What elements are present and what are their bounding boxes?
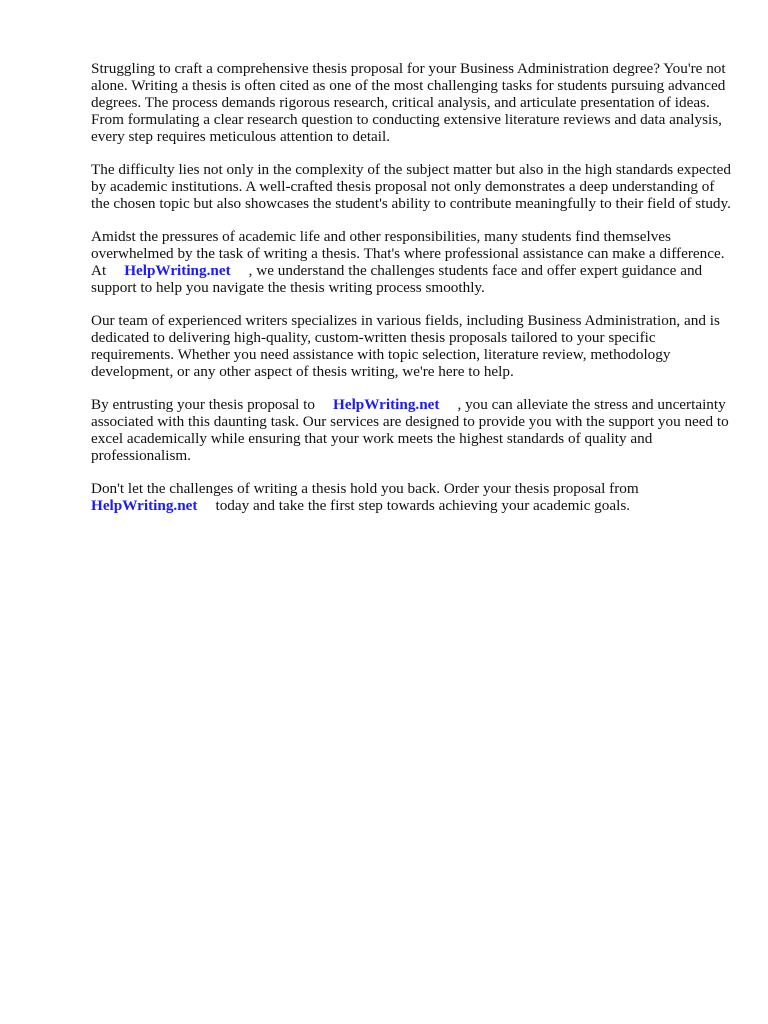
paragraph-entrusting — [91, 396, 731, 464]
helpwriting-link[interactable]: HelpWriting.net — [124, 262, 231, 279]
paragraph-difficulty: The difficulty lies not only in the complexity of the subject matter but also in the high standards expected by academic institutions. A well-crafted thesis proposal not only demonstrates a deep understanding of the chosen topic but also showcases the student's ability to contribute meaningfully to their field of study. — [91, 161, 731, 212]
paragraph-pressures-text-before: Amidst the pressures of academic life and other responsibilities, many students find themselves overwhelmed by the task of writing a thesis. That's where professional assistance can make a difference. At — [91, 228, 725, 279]
paragraph-closing — [91, 480, 731, 514]
paragraph-entrusting-text-after: , you can alleviate the stress and uncertainty associated with this daunting task. Our services are designed to provide you with the support you need to excel academically while ensuring that your work meets the highest standards of quality and professionalism. — [91, 396, 729, 464]
paragraph-pressures-text-after: , we understand the challenges students face and offer expert guidance and support to help you navigate the thesis writing process smoothly. — [91, 262, 703, 296]
paragraph-intro: Struggling to craft a comprehensive thesis proposal for your Business Administration degree? You're not alone. Writing a thesis is often cited as one of the most challenging tasks for students pursuing advanced degrees. The process demands rigorous research, critical analysis, and articulate presentation of ideas. From formulating a clear research question to conducting extensive literature reviews and data analysis, every step requires meticulous attention to detail. — [91, 60, 726, 145]
paragraph-pressures — [91, 228, 731, 296]
paragraph-team: Our team of experienced writers specializes in various fields, including Business Administration, and is dedicated to delivering high-quality, custom-written thesis proposals tailored to your specific requirements. Whether you need assistance with topic selection, literature review, methodology development, or any other aspect of thesis writing, we're here to help. — [91, 312, 720, 380]
helpwriting-link[interactable]: HelpWriting.net — [333, 396, 440, 413]
paragraph-closing-text-after: today and take the first step towards achieving your academic goals. — [215, 497, 631, 514]
paragraph-entrusting-text-before: By entrusting your thesis proposal to — [91, 396, 316, 413]
helpwriting-link[interactable]: HelpWriting.net — [91, 497, 198, 514]
document-body — [91, 60, 731, 530]
paragraph-closing-text-before: Don't let the challenges of writing a thesis hold you back. Order your thesis proposal from — [91, 480, 639, 497]
